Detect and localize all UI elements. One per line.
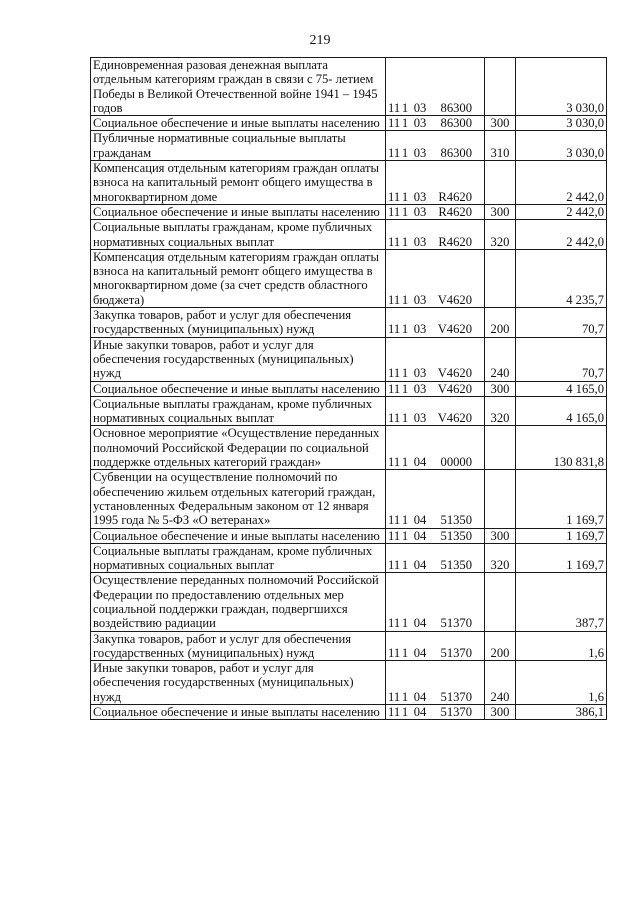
code-part: 11 <box>388 292 401 307</box>
code-part: V4620 <box>437 322 472 337</box>
row-expense-type <box>485 426 516 470</box>
code-part: 03 <box>413 381 427 396</box>
row-expense-type <box>485 249 516 307</box>
row-amount: 2 442,0 <box>516 161 607 205</box>
row-amount: 1,6 <box>516 661 607 705</box>
code-part: 03 <box>413 204 427 219</box>
code-part: 1 <box>401 558 409 573</box>
code-part: 11 <box>388 645 401 660</box>
code-part: 03 <box>413 189 427 204</box>
row-amount: 130 831,8 <box>516 426 607 470</box>
budget-table-body <box>91 58 607 720</box>
code-part: 1 <box>401 645 409 660</box>
table-row <box>91 573 607 631</box>
row-classification-code <box>386 396 485 426</box>
row-classification-code <box>386 204 485 219</box>
code-part: 11 <box>388 689 401 704</box>
row-description: Закупка товаров, работ и услуг для обеспечения государственных (муниципальных) нужд <box>91 631 386 661</box>
table-row <box>91 661 607 705</box>
code-part: R4620 <box>438 234 472 249</box>
code-part: 04 <box>413 645 427 660</box>
code-part: 1 <box>401 204 409 219</box>
row-description: Основное мероприятие «Осуществление переданных полномочий Российской Федерации по социальной поддержке отдельных категорий граждан» <box>91 426 386 470</box>
row-classification-code <box>386 131 485 161</box>
code-part: 51370 <box>440 616 472 631</box>
code-part: 1 <box>401 292 409 307</box>
row-amount: 4 165,0 <box>516 381 607 396</box>
code-part: 11 <box>388 366 401 381</box>
row-description: Социальное обеспечение и иные выплаты населению <box>91 116 386 131</box>
code-part: 00000 <box>440 455 472 470</box>
code-part: 51350 <box>440 558 472 573</box>
row-amount: 70,7 <box>516 308 607 338</box>
code-part: 1 <box>401 411 409 426</box>
table-row <box>91 528 607 543</box>
code-part: 04 <box>413 528 427 543</box>
code-part: 03 <box>413 116 427 131</box>
code-part: 1 <box>401 455 409 470</box>
page-number: 219 <box>309 33 331 48</box>
code-part: 1 <box>401 513 409 528</box>
code-part: 03 <box>413 234 427 249</box>
row-amount: 4 235,7 <box>516 249 607 307</box>
code-part: 11 <box>388 528 401 543</box>
row-classification-code <box>386 426 485 470</box>
row-expense-type: 300 <box>485 705 516 720</box>
code-part: 1 <box>401 100 409 115</box>
code-part: 11 <box>388 411 401 426</box>
table-row <box>91 543 607 573</box>
code-part: 51350 <box>440 513 472 528</box>
table-row <box>91 161 607 205</box>
code-part: 11 <box>388 234 401 249</box>
code-part: 86300 <box>440 145 472 160</box>
code-part: 11 <box>388 145 401 160</box>
table-row <box>91 308 607 338</box>
table-row <box>91 204 607 219</box>
row-description: Единовременная разовая денежная выплата отдельным категориям граждан в связи с 75- летием Победы в Великой Отечественной войне 1941 – 1945 годов <box>91 58 386 116</box>
table-row <box>91 396 607 426</box>
table-row <box>91 705 607 720</box>
row-classification-code <box>386 161 485 205</box>
table-row <box>91 337 607 381</box>
code-part: R4620 <box>438 189 472 204</box>
code-part: 86300 <box>440 100 472 115</box>
row-amount: 387,7 <box>516 573 607 631</box>
row-amount: 4 165,0 <box>516 396 607 426</box>
row-amount: 70,7 <box>516 337 607 381</box>
row-expense-type <box>485 58 516 116</box>
row-amount: 386,1 <box>516 705 607 720</box>
table-row <box>91 426 607 470</box>
row-description: Иные закупки товаров, работ и услуг для обеспечения государственных (муниципальных) нужд <box>91 661 386 705</box>
code-part: 03 <box>413 366 427 381</box>
table-row <box>91 220 607 250</box>
row-amount: 1 169,7 <box>516 543 607 573</box>
code-part: 1 <box>401 234 409 249</box>
code-part: 1 <box>401 366 409 381</box>
table-row <box>91 116 607 131</box>
code-part: 51370 <box>440 645 472 660</box>
row-classification-code <box>386 337 485 381</box>
row-expense-type: 320 <box>485 396 516 426</box>
row-classification-code <box>386 705 485 720</box>
code-part: 1 <box>401 116 409 131</box>
row-amount: 3 030,0 <box>516 116 607 131</box>
row-classification-code <box>386 58 485 116</box>
code-part: 03 <box>413 322 427 337</box>
code-part: 11 <box>388 116 401 131</box>
code-part: 04 <box>413 705 427 720</box>
code-part: 1 <box>401 145 409 160</box>
row-expense-type: 320 <box>485 543 516 573</box>
row-description: Закупка товаров, работ и услуг для обеспечения государственных (муниципальных) нужд <box>91 308 386 338</box>
code-part: 03 <box>413 292 427 307</box>
row-expense-type: 320 <box>485 220 516 250</box>
row-amount: 2 442,0 <box>516 220 607 250</box>
table-row <box>91 381 607 396</box>
table-row <box>91 249 607 307</box>
row-description: Публичные нормативные социальные выплаты гражданам <box>91 131 386 161</box>
row-amount: 2 442,0 <box>516 204 607 219</box>
code-part: 1 <box>401 381 409 396</box>
row-classification-code <box>386 573 485 631</box>
code-part: 1 <box>401 528 409 543</box>
row-description: Социальное обеспечение и иные выплаты населению <box>91 705 386 720</box>
code-part: V4620 <box>437 411 472 426</box>
code-part: 11 <box>388 189 401 204</box>
row-classification-code <box>386 249 485 307</box>
code-part: 04 <box>413 616 427 631</box>
code-part: 11 <box>388 513 401 528</box>
code-part: V4620 <box>437 366 472 381</box>
code-part: 04 <box>413 513 427 528</box>
code-part: 51370 <box>440 689 472 704</box>
code-part: 11 <box>388 616 401 631</box>
table-row <box>91 131 607 161</box>
code-part: 1 <box>401 322 409 337</box>
row-description: Компенсация отдельным категориям граждан оплаты взноса на капитальный ремонт общего имущества в многоквартирном доме <box>91 161 386 205</box>
row-expense-type <box>485 573 516 631</box>
row-classification-code <box>386 528 485 543</box>
row-expense-type: 200 <box>485 631 516 661</box>
row-expense-type: 300 <box>485 381 516 396</box>
code-part: 1 <box>401 189 409 204</box>
row-expense-type: 300 <box>485 116 516 131</box>
row-description: Социальные выплаты гражданам, кроме публичных нормативных социальных выплат <box>91 396 386 426</box>
code-part: 03 <box>413 100 427 115</box>
code-part: V4620 <box>437 381 472 396</box>
row-classification-code <box>386 631 485 661</box>
table-row <box>91 58 607 116</box>
code-part: 03 <box>413 411 427 426</box>
row-description: Осуществление переданных полномочий Российской Федерации по предоставлению отдельных мер социальной поддержки граждан, подвергшихся воздействию радиации <box>91 573 386 631</box>
row-description: Социальные выплаты гражданам, кроме публичных нормативных социальных выплат <box>91 543 386 573</box>
row-description: Иные закупки товаров, работ и услуг для обеспечения государственных (муниципальных) нужд <box>91 337 386 381</box>
code-part: 04 <box>413 455 427 470</box>
row-amount: 1 169,7 <box>516 528 607 543</box>
row-expense-type: 240 <box>485 661 516 705</box>
row-expense-type <box>485 161 516 205</box>
row-amount: 1 169,7 <box>516 470 607 528</box>
row-expense-type <box>485 470 516 528</box>
code-part: 1 <box>401 705 409 720</box>
row-description: Социальные выплаты гражданам, кроме публичных нормативных социальных выплат <box>91 220 386 250</box>
code-part: 1 <box>401 689 409 704</box>
budget-table <box>90 57 607 720</box>
row-expense-type: 310 <box>485 131 516 161</box>
code-part: V4620 <box>437 292 472 307</box>
row-expense-type: 240 <box>485 337 516 381</box>
row-classification-code <box>386 661 485 705</box>
row-description: Социальное обеспечение и иные выплаты населению <box>91 204 386 219</box>
row-description: Компенсация отдельным категориям граждан оплаты взноса на капитальный ремонт общего имущества в многоквартирном доме (за счет средств областного бюджета) <box>91 249 386 307</box>
row-classification-code <box>386 220 485 250</box>
code-part: 11 <box>388 322 401 337</box>
row-expense-type: 200 <box>485 308 516 338</box>
row-description: Социальное обеспечение и иные выплаты населению <box>91 381 386 396</box>
row-amount: 3 030,0 <box>516 58 607 116</box>
row-classification-code <box>386 308 485 338</box>
table-row <box>91 470 607 528</box>
row-classification-code <box>386 470 485 528</box>
row-expense-type: 300 <box>485 528 516 543</box>
row-amount: 3 030,0 <box>516 131 607 161</box>
code-part: 04 <box>413 689 427 704</box>
code-part: 51370 <box>440 705 472 720</box>
row-amount: 1,6 <box>516 631 607 661</box>
code-part: 86300 <box>440 116 472 131</box>
table-row <box>91 631 607 661</box>
code-part: 1 <box>401 616 409 631</box>
row-description: Социальное обеспечение и иные выплаты населению <box>91 528 386 543</box>
code-part: 03 <box>413 145 427 160</box>
code-part: 11 <box>388 558 401 573</box>
code-part: 11 <box>388 455 401 470</box>
code-part: R4620 <box>438 204 472 219</box>
row-classification-code <box>386 381 485 396</box>
code-part: 11 <box>388 204 401 219</box>
row-classification-code <box>386 543 485 573</box>
row-classification-code <box>386 116 485 131</box>
code-part: 11 <box>388 381 401 396</box>
row-expense-type: 300 <box>485 204 516 219</box>
code-part: 51350 <box>440 528 472 543</box>
code-part: 11 <box>388 100 401 115</box>
code-part: 11 <box>388 705 401 720</box>
code-part: 04 <box>413 558 427 573</box>
row-description: Субвенции на осуществление полномочий по обеспечению жильем отдельных категорий граждан, установленных Федеральным законом от 12 января 1995 года № 5-ФЗ «О ветеранах» <box>91 470 386 528</box>
